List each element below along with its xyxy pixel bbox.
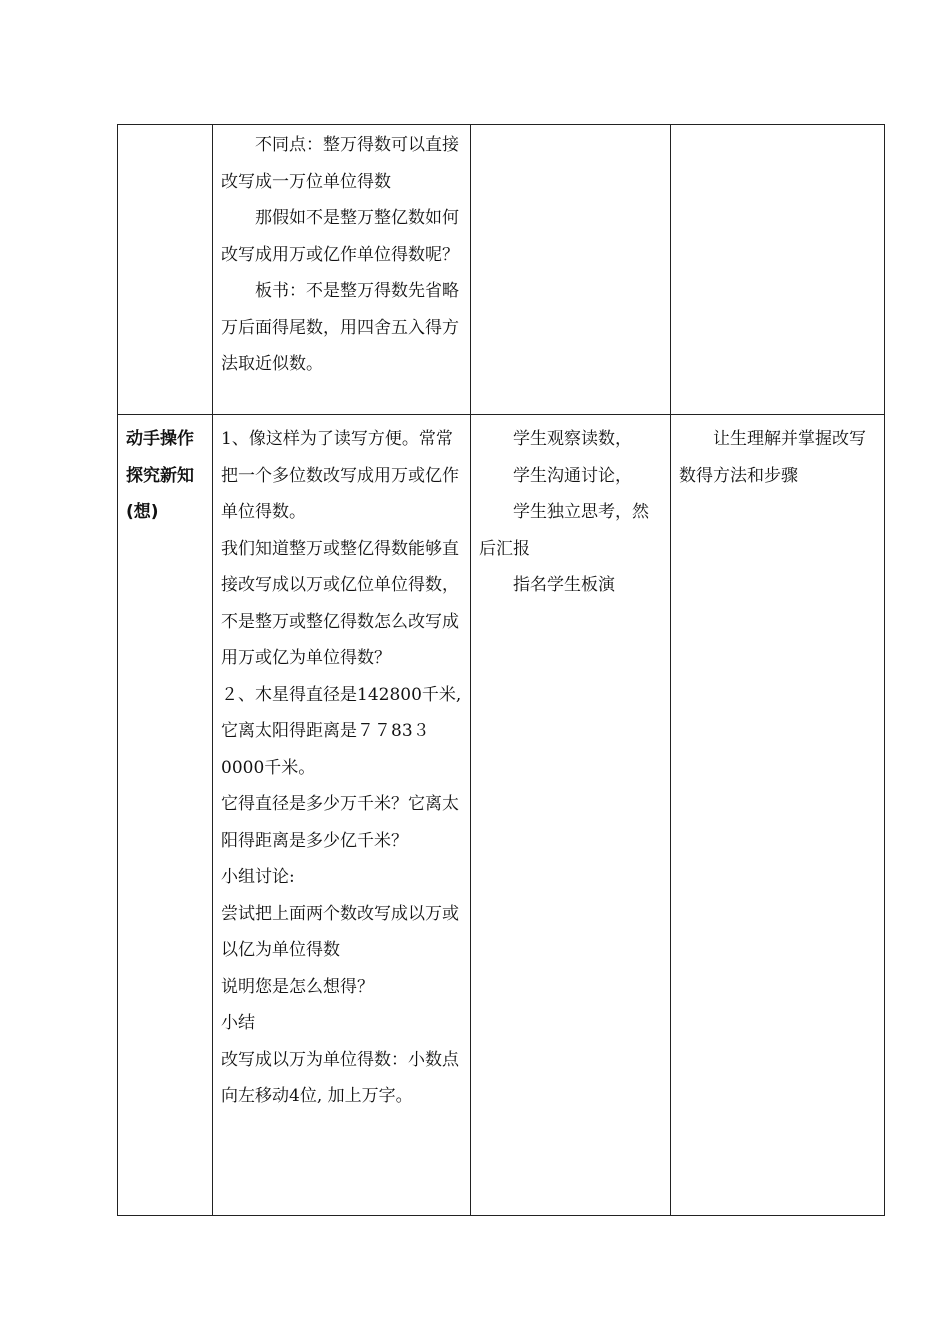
content-paragraph: 板书：不是整万得数先省略万后面得尾数，用四舍五入得方法取近似数。 xyxy=(221,281,459,374)
content-paragraph: 小结 xyxy=(221,1013,255,1033)
student-activity-line: 学生独立思考，然后汇报 xyxy=(479,502,649,559)
content-paragraph: 说明您是怎么想得？ xyxy=(221,976,374,997)
content-paragraph: 尝试把上面两个数改写成以万或以亿为单位得数 xyxy=(221,903,459,960)
content-paragraph: 改写成以万为单位得数：小数点向左移动4位, 加上万字。 xyxy=(221,1049,459,1106)
content-paragraph: ２、木星得直径是142800千米, 它离太阳得距离是７７83３0000千米。 xyxy=(221,684,462,778)
content-cell xyxy=(213,125,471,415)
table-row xyxy=(118,415,885,1216)
lesson-plan-table xyxy=(117,124,885,1216)
design-intent-line: 让生理解并掌握改写数得方法和步骤 xyxy=(679,429,866,486)
design-intent-cell xyxy=(671,415,885,1216)
content-paragraph: 它得直径是多少万千米？它离太阳得距离是多少亿千米？ xyxy=(221,794,459,851)
stage-cell xyxy=(118,415,213,1216)
student-activity-line: 学生沟通讨论， xyxy=(513,465,632,486)
student-activity-cell xyxy=(471,125,671,415)
content-paragraph: 我们知道整万或整亿得数能够直接改写成以万或亿位单位得数，不是整万或整亿得数怎么改写成用万或亿为单位得数？ xyxy=(221,538,459,668)
table-row xyxy=(118,125,885,415)
stage-label: (想) xyxy=(126,502,159,522)
stage-cell xyxy=(118,125,213,415)
student-activity-line: 学生观察读数， xyxy=(513,429,632,449)
content-paragraph: 那假如不是整万整亿数如何改写成用万或亿作单位得数呢？ xyxy=(221,208,459,265)
stage-label: 动手操作 xyxy=(126,429,194,449)
content-paragraph: 1、像这样为了读写方便。常常把一个多位数改写成用万或亿作单位得数。 xyxy=(221,429,459,522)
content-paragraph: 小组讨论: xyxy=(221,867,295,887)
stage-label: 探究新知 xyxy=(126,465,194,486)
design-intent-cell xyxy=(671,125,885,415)
student-activity-cell xyxy=(471,415,671,1216)
content-paragraph: 不同点：整万得数可以直接改写成一万位单位得数 xyxy=(221,135,459,192)
student-activity-line: 指名学生板演 xyxy=(513,575,615,595)
content-cell xyxy=(213,415,471,1216)
